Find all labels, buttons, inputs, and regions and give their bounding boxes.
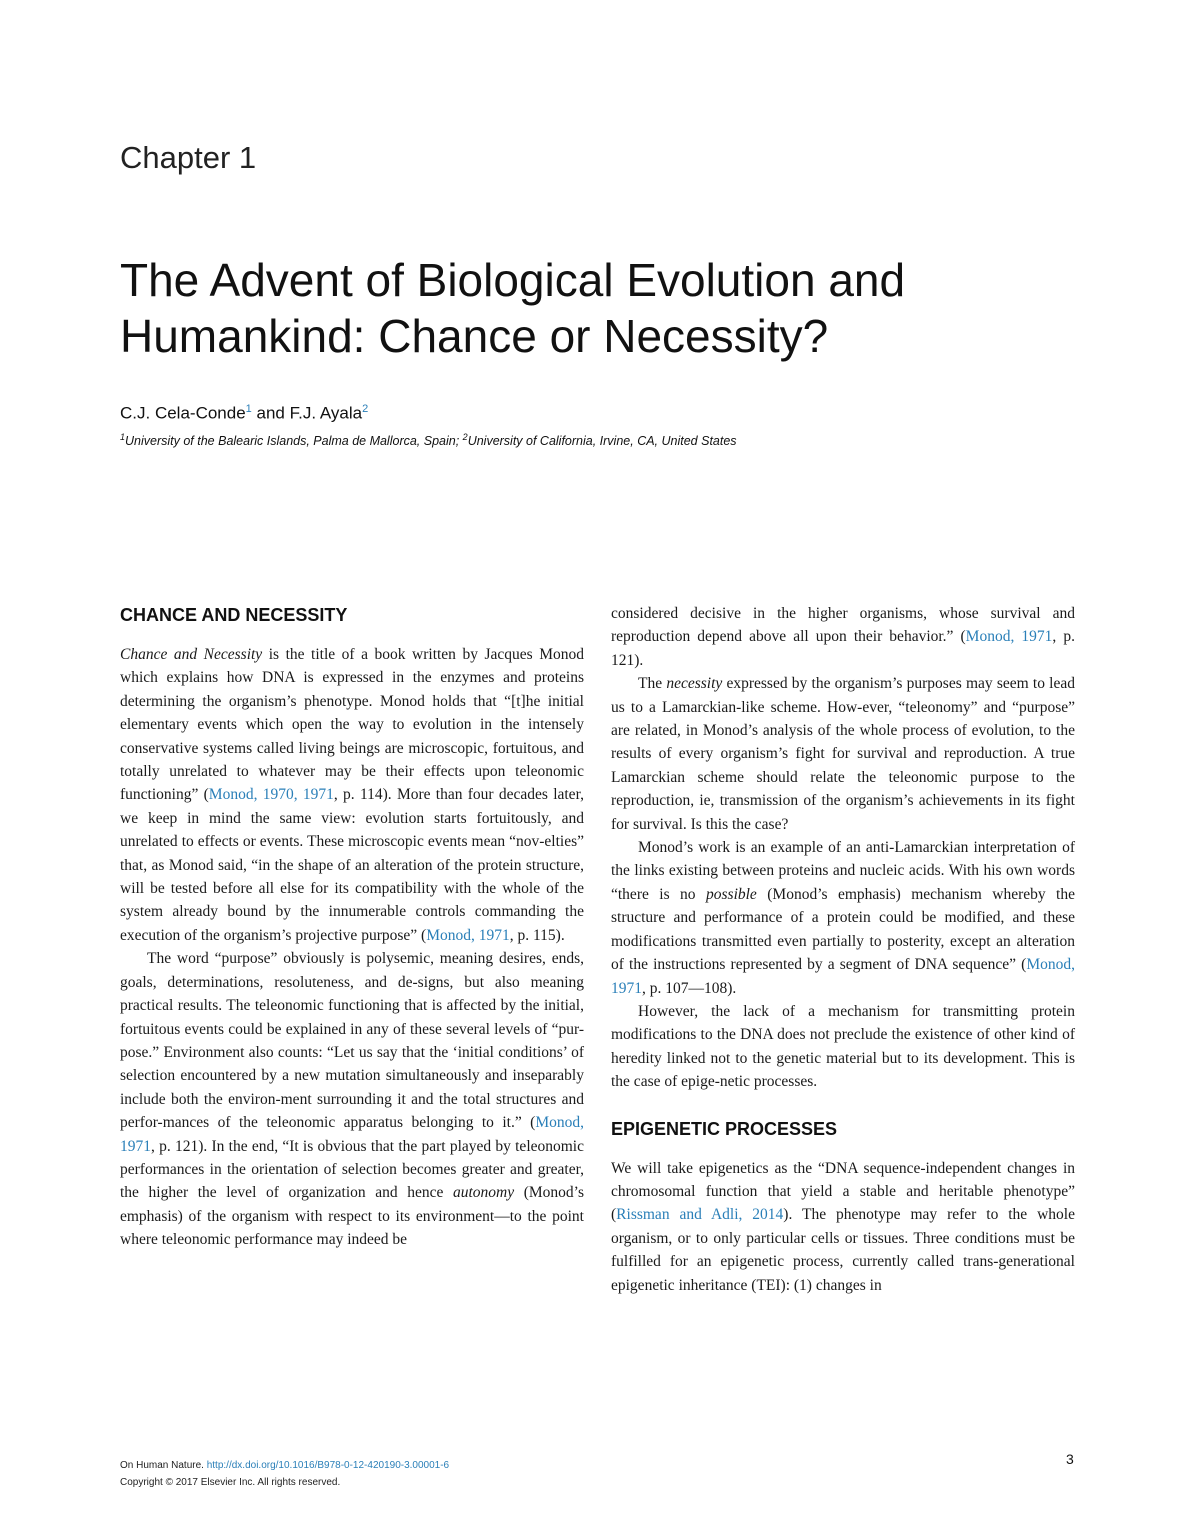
affil-2: University of California, Irvine, CA, United States <box>467 434 737 449</box>
paragraph: considered decisive in the higher organisms, whose survival and reproduction depend above all upon their behavior.” (Monod, 1971, p. 121). <box>611 605 1075 669</box>
citation-link[interactable]: Monod, 1970, 1971 <box>208 786 334 804</box>
page-footer <box>120 1457 449 1491</box>
affiliations <box>120 432 737 448</box>
paragraph: The necessity expressed by the organism’s purposes may seem to lead us to a Lamarckian-like scheme. How-ever, “teleonomy” and “purpose” are related, in Monod’s analysis of the whole process of evolution, to the results of every organism’s fight for survival and reproduction. A true Lamarckian scheme should relate the teleonomic purpose to the reproduction, ie, transmission of the organism’s achievements in its fight for survival. Is this the case? <box>611 675 1075 833</box>
paragraph: We will take epigenetics as the “DNA sequence-independent changes in chromosomal function that yield a stable and heritable phenotype” (Rissman and Adli, 2014). The phenotype may refer to the whole organism, or to only particular cells or tissues. Three conditions must be fulfilled for an epigenetic process, currently called trans-generational epigenetic inheritance (TEI): (1) changes in <box>611 1159 1075 1294</box>
doi-link[interactable]: http://dx.doi.org/10.1016/B978-0-12-420190-3.00001-6 <box>206 1460 450 1471</box>
emphasis: possible <box>706 885 757 903</box>
citation-link[interactable]: Monod, 1971 <box>120 1114 584 1155</box>
affil-1-marker: 1 <box>120 432 126 442</box>
citation-link[interactable]: Monod, 1971 <box>426 926 510 944</box>
section-heading-epigenetic-processes: EPIGENETIC PROCESSES <box>611 1118 838 1139</box>
copyright-notice: Copyright © 2017 Elsevier Inc. All rights reserved. <box>120 1477 341 1488</box>
author-line <box>120 403 368 424</box>
citation-link[interactable]: Monod, 1971 <box>611 956 1075 997</box>
title-line-1: The Advent of Biological Evolution and <box>120 254 906 306</box>
source-label: On Human Nature. <box>120 1460 207 1471</box>
title-line-2: Humankind: Chance or Necessity? <box>120 310 829 362</box>
source-line <box>120 1457 449 1474</box>
author-conjunction: and <box>251 403 290 423</box>
emphasis: autonomy <box>452 1184 515 1202</box>
author-1: C.J. Cela-Conde <box>120 403 246 423</box>
author-2-affil-ref[interactable]: 2 <box>362 403 369 415</box>
citation-link[interactable]: Rissman and Adli, 2014 <box>616 1206 784 1224</box>
section-heading-chance-necessity: CHANCE AND NECESSITY <box>120 605 348 625</box>
author-2: F.J. Ayala <box>289 403 363 423</box>
paragraph: The word “purpose” obviously is polysemic, meaning desires, ends, goals, determinations, resoluteness, and de-signs, but also meaning practical results. The teleonomic functioning that is affected by the initial, fortuitous events could be explained in any of these several levels of “pur-pose.” Environment also counts: “Let us say that the ‘initial conditions’ of selection encountered by a new mutation simultaneously and inseparably include both the environ-ment surrounding it and the total structures and perfor-mances of the teleonomic apparatus belonging to it.” (Monod, 1971, p. 121). In the end, “It is obvious that the part played by teleonomic performances in the orientation of selection becomes greater and greater, the higher the level of organization and hence autonomy (Monod’s emphasis) of the organism with respect to its environment—to the point where teleonomic performance may indeed be <box>120 950 584 1249</box>
chapter-label: Chapter 1 <box>120 140 257 175</box>
affil-2-marker: 2 <box>462 432 468 442</box>
affil-1: University of the Balearic Islands, Palma de Mallorca, Spain; <box>125 434 463 449</box>
emphasis: necessity <box>666 675 723 693</box>
author-1-affil-ref[interactable]: 1 <box>245 403 252 415</box>
right-column <box>611 602 1075 1297</box>
page-number: 3 <box>1066 1451 1074 1467</box>
book-title: Chance and Necessity <box>120 646 263 663</box>
page-title <box>120 252 1100 364</box>
paragraph: However, the lack of a mechanism for transmitting protein modifications to the DNA does not preclude the existence of other kind of heredity linked not to the genetic material but to its development. This is the case of epige-netic processes. <box>611 1002 1075 1091</box>
paragraph: Monod’s work is an example of an anti-Lamarckian interpretation of the links existing between proteins and nucleic acids. With his own words “there is no possible (Monod’s emphasis) mechanism whereby the structure and performance of a protein could be modified, and these modifications transmitted even partially to posterity, except an alteration of the instructions represented by a segment of DNA sequence” (Monod, 1971, p. 107—108). <box>611 839 1075 997</box>
citation-link[interactable]: Monod, 1971 <box>965 628 1053 646</box>
left-column <box>120 602 584 1252</box>
paragraph: Chance and Necessity is the title of a book written by Jacques Monod which explains how DNA is expressed in the enzymes and proteins determining the organism’s phenotype. Monod holds that “[t]he initial elementary events which open the way to evolution in the intensely conservative systems called living beings are microscopic, fortuitous, and totally unrelated to whatever may be their effects upon teleonomic functioning” (Monod, 1970, 1971, p. 114). More than four decades later, we keep in mind the same view: evolution starts fortuitously, and unrelated to effects or events. These microscopic events mean “nov-elties” that, as Monod said, “in the shape of an alteration of the protein structure, will be tested before all else for its compatibility with the whole of the system already bound by the innumerable controls commanding the execution of the organism’s projective purpose” (Monod, 1971, p. 115). <box>120 646 584 944</box>
